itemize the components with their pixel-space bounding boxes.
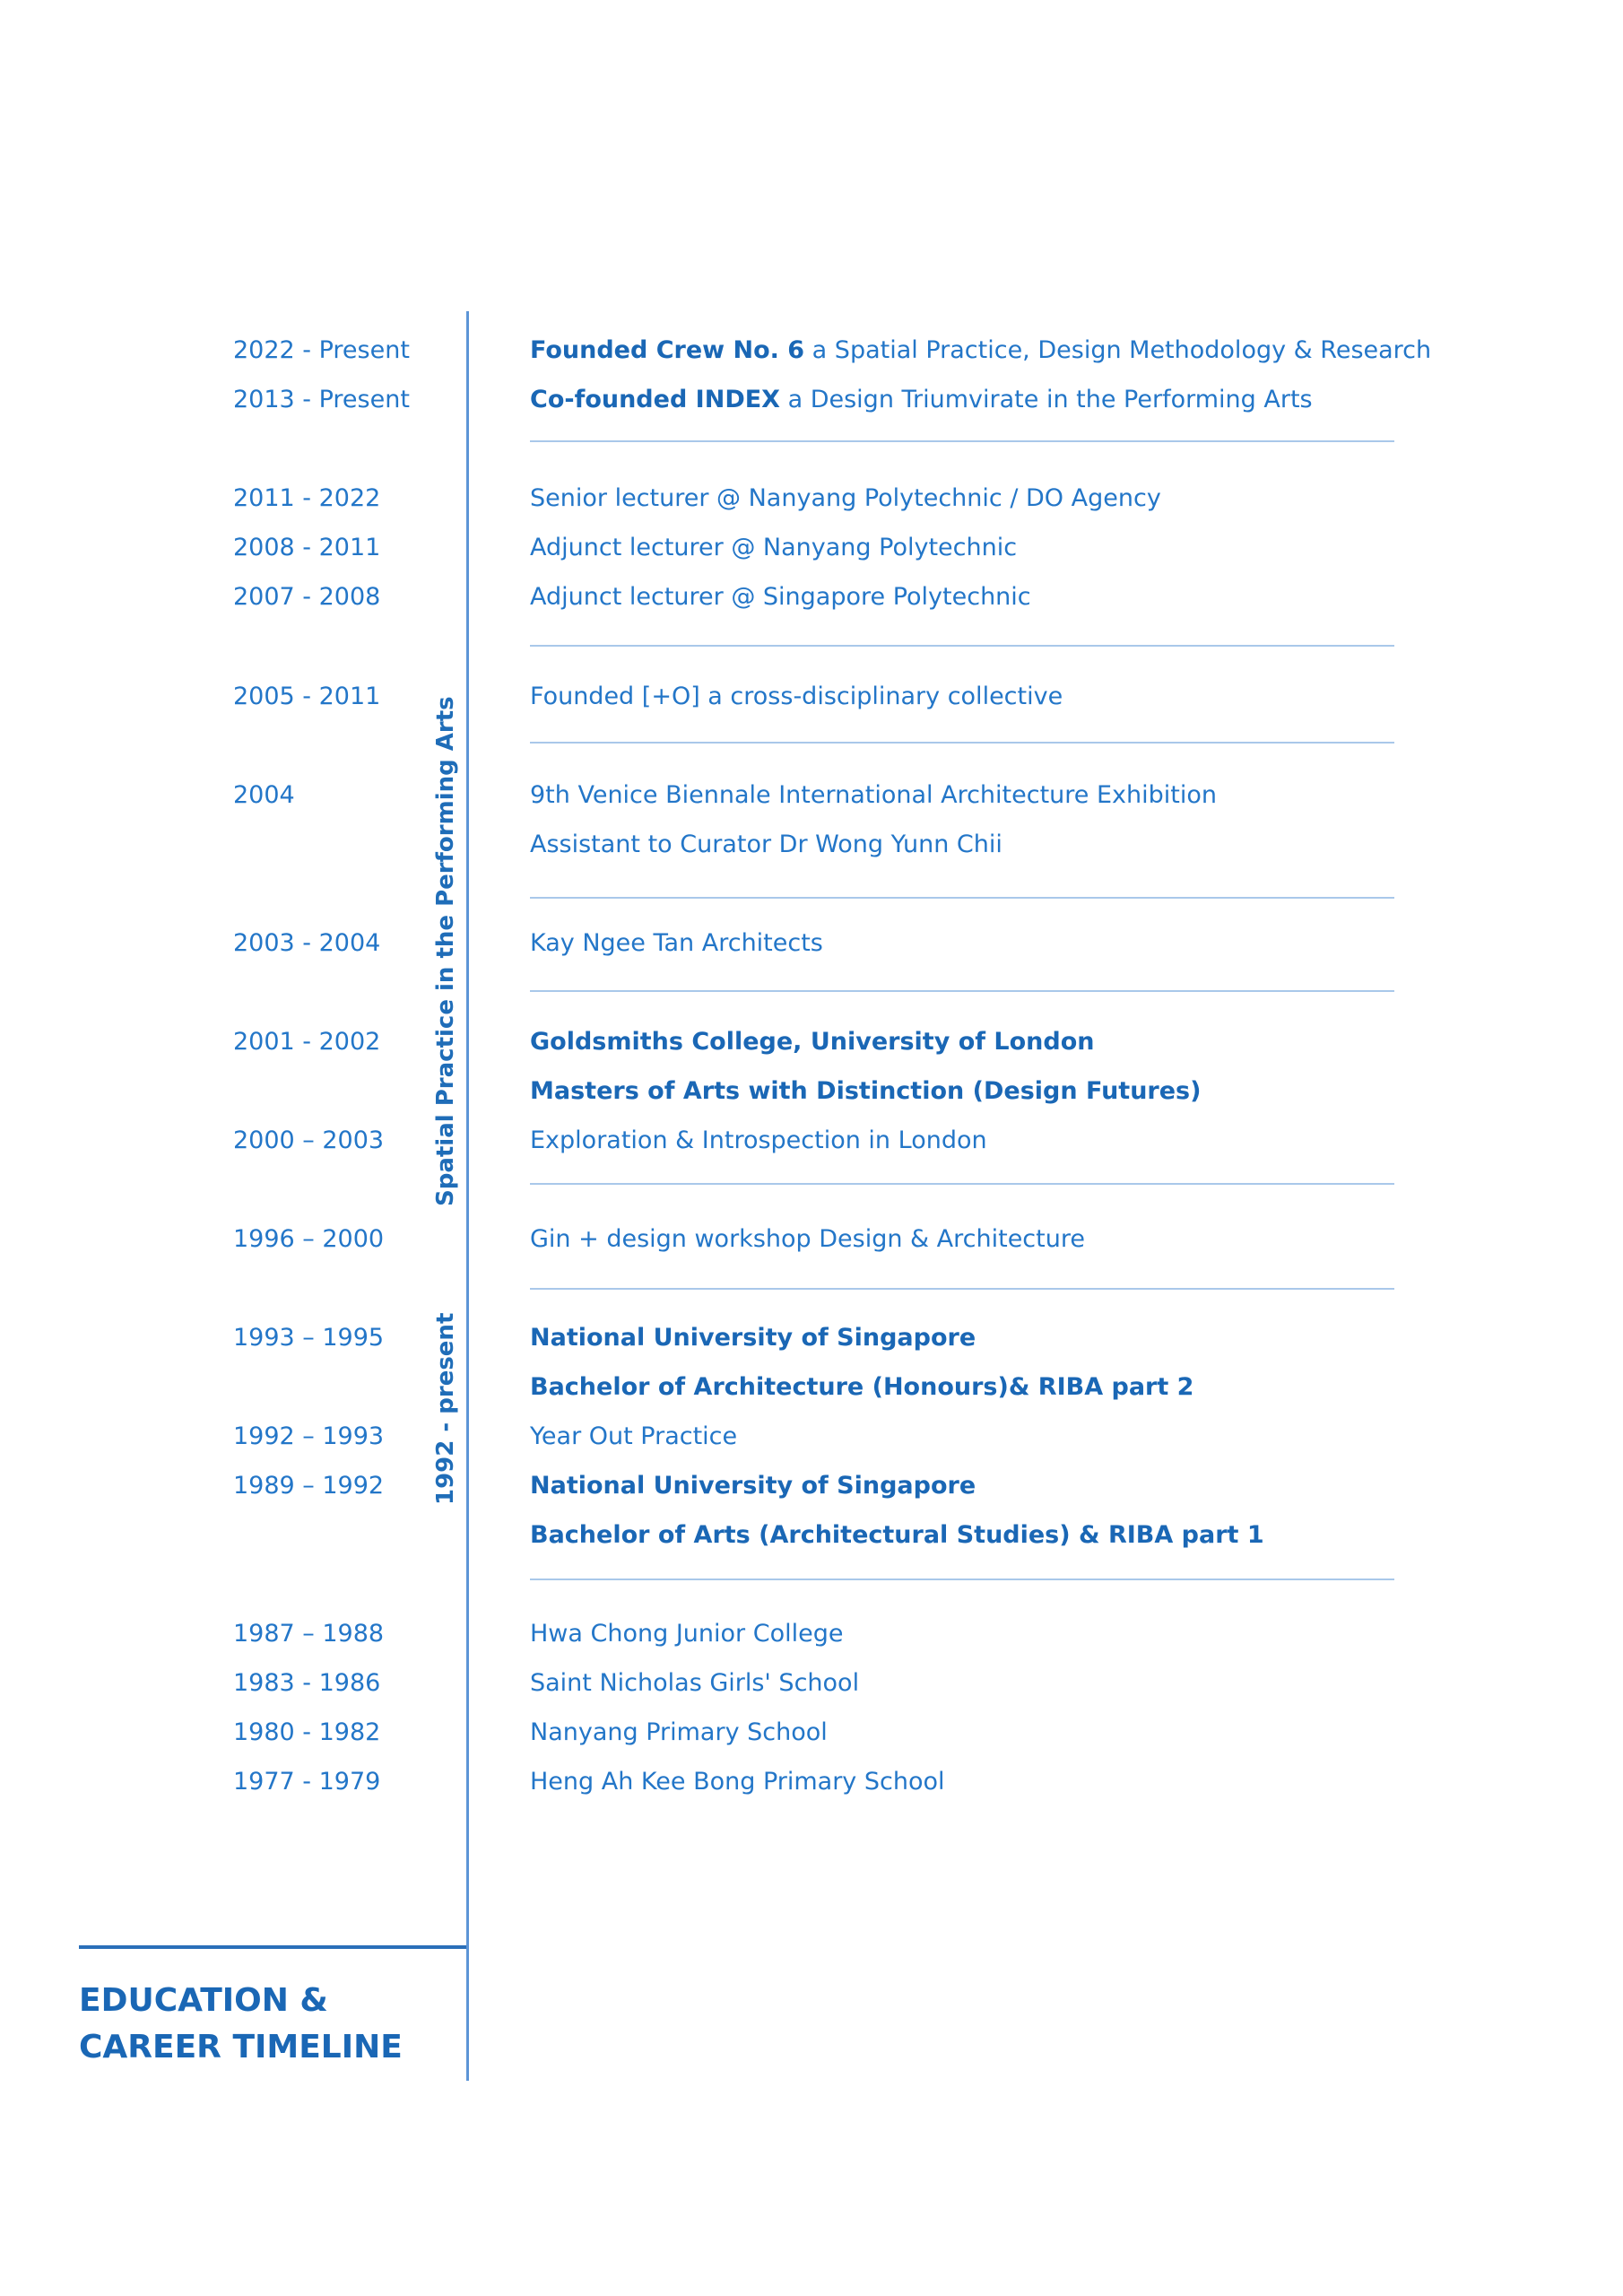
timeline-entry: Adjunct lecturer @ Singapore Polytechnic [530, 583, 1031, 611]
timeline-date: 1993 – 1995 [233, 1324, 385, 1352]
timeline-date: 1989 – 1992 [233, 1472, 385, 1500]
section-divider [530, 1288, 1394, 1290]
timeline-date: 1983 - 1986 [233, 1669, 381, 1697]
page-title-line-2: CAREER TIMELINE [79, 2029, 403, 2066]
timeline-entry: Hwa Chong Junior College [530, 1620, 844, 1648]
timeline-entry: National University of Singapore [530, 1324, 976, 1352]
section-divider [530, 1578, 1394, 1580]
section-divider [530, 897, 1394, 899]
timeline-entry: Founded [+O] a cross-disciplinary collective [530, 683, 1063, 710]
timeline-vertical-rule [466, 311, 469, 2081]
section-divider [530, 1183, 1394, 1185]
timeline-entry [530, 385, 1313, 415]
timeline-entry: Bachelor of Arts (Architectural Studies) & RIBA part 1 [530, 1521, 1264, 1549]
timeline-entry: Masters of Arts with Distinction (Design Futures) [530, 1077, 1202, 1105]
timeline-date: 1992 – 1993 [233, 1422, 385, 1450]
section-divider [530, 645, 1394, 647]
timeline-entry: Senior lecturer @ Nanyang Polytechnic / DO Agency [530, 484, 1161, 512]
timeline-date: 2001 - 2002 [233, 1028, 381, 1056]
page-title-line-1: EDUCATION & [79, 1982, 328, 2019]
page-title [79, 1978, 403, 2071]
timeline-date: 2000 – 2003 [233, 1126, 385, 1154]
timeline-entry: Goldsmiths College, University of London [530, 1028, 1095, 1056]
timeline-entry: Saint Nicholas Girls' School [530, 1669, 860, 1697]
timeline-date: 2013 - Present [233, 386, 410, 413]
timeline-entry: Bachelor of Architecture (Honours)& RIBA part 2 [530, 1373, 1194, 1401]
entry-bold: Co-founded INDEX [530, 386, 780, 413]
section-divider [530, 742, 1394, 744]
entry-text: a Design Triumvirate in the Performing Arts [780, 386, 1313, 413]
timeline-date: 2011 - 2022 [233, 484, 381, 512]
timeline-entry: National University of Singapore [530, 1472, 976, 1500]
timeline-entry: Adjunct lecturer @ Nanyang Polytechnic [530, 534, 1018, 561]
entry-bold: Founded Crew No. 6 [530, 336, 805, 364]
timeline-entry: Nanyang Primary School [530, 1718, 828, 1746]
title-rule [79, 1945, 466, 1949]
timeline-date: 2022 - Present [233, 336, 410, 364]
timeline-date: 1996 – 2000 [233, 1225, 385, 1253]
section-divider [530, 440, 1394, 442]
timeline-entry: Year Out Practice [530, 1422, 738, 1450]
timeline-date: 2005 - 2011 [233, 683, 381, 710]
section-divider [530, 990, 1394, 992]
timeline-entry [530, 335, 1431, 366]
timeline-date: 1987 – 1988 [233, 1620, 385, 1648]
timeline-date: 2008 - 2011 [233, 534, 381, 561]
vertical-label-period: 1992 - present [432, 1312, 459, 1505]
timeline-date: 2007 - 2008 [233, 583, 381, 611]
timeline-entry: Exploration & Introspection in London [530, 1126, 987, 1154]
entry-text: a Spatial Practice, Design Methodology & Research [804, 336, 1432, 364]
timeline-date: 1977 - 1979 [233, 1768, 381, 1796]
timeline-date: 1980 - 1982 [233, 1718, 381, 1746]
timeline-date: 2003 - 2004 [233, 929, 381, 957]
timeline-entry: Kay Ngee Tan Architects [530, 929, 823, 957]
timeline-entry: Gin + design workshop Design & Architecture [530, 1225, 1085, 1253]
vertical-label-spatial-practice: Spatial Practice in the Performing Arts [432, 696, 459, 1206]
timeline-entry: Heng Ah Kee Bong Primary School [530, 1768, 945, 1796]
timeline-entry: Assistant to Curator Dr Wong Yunn Chii [530, 831, 1002, 858]
timeline-entry: 9th Venice Biennale International Architecture Exhibition [530, 781, 1217, 809]
timeline-date: 2004 [233, 781, 295, 809]
